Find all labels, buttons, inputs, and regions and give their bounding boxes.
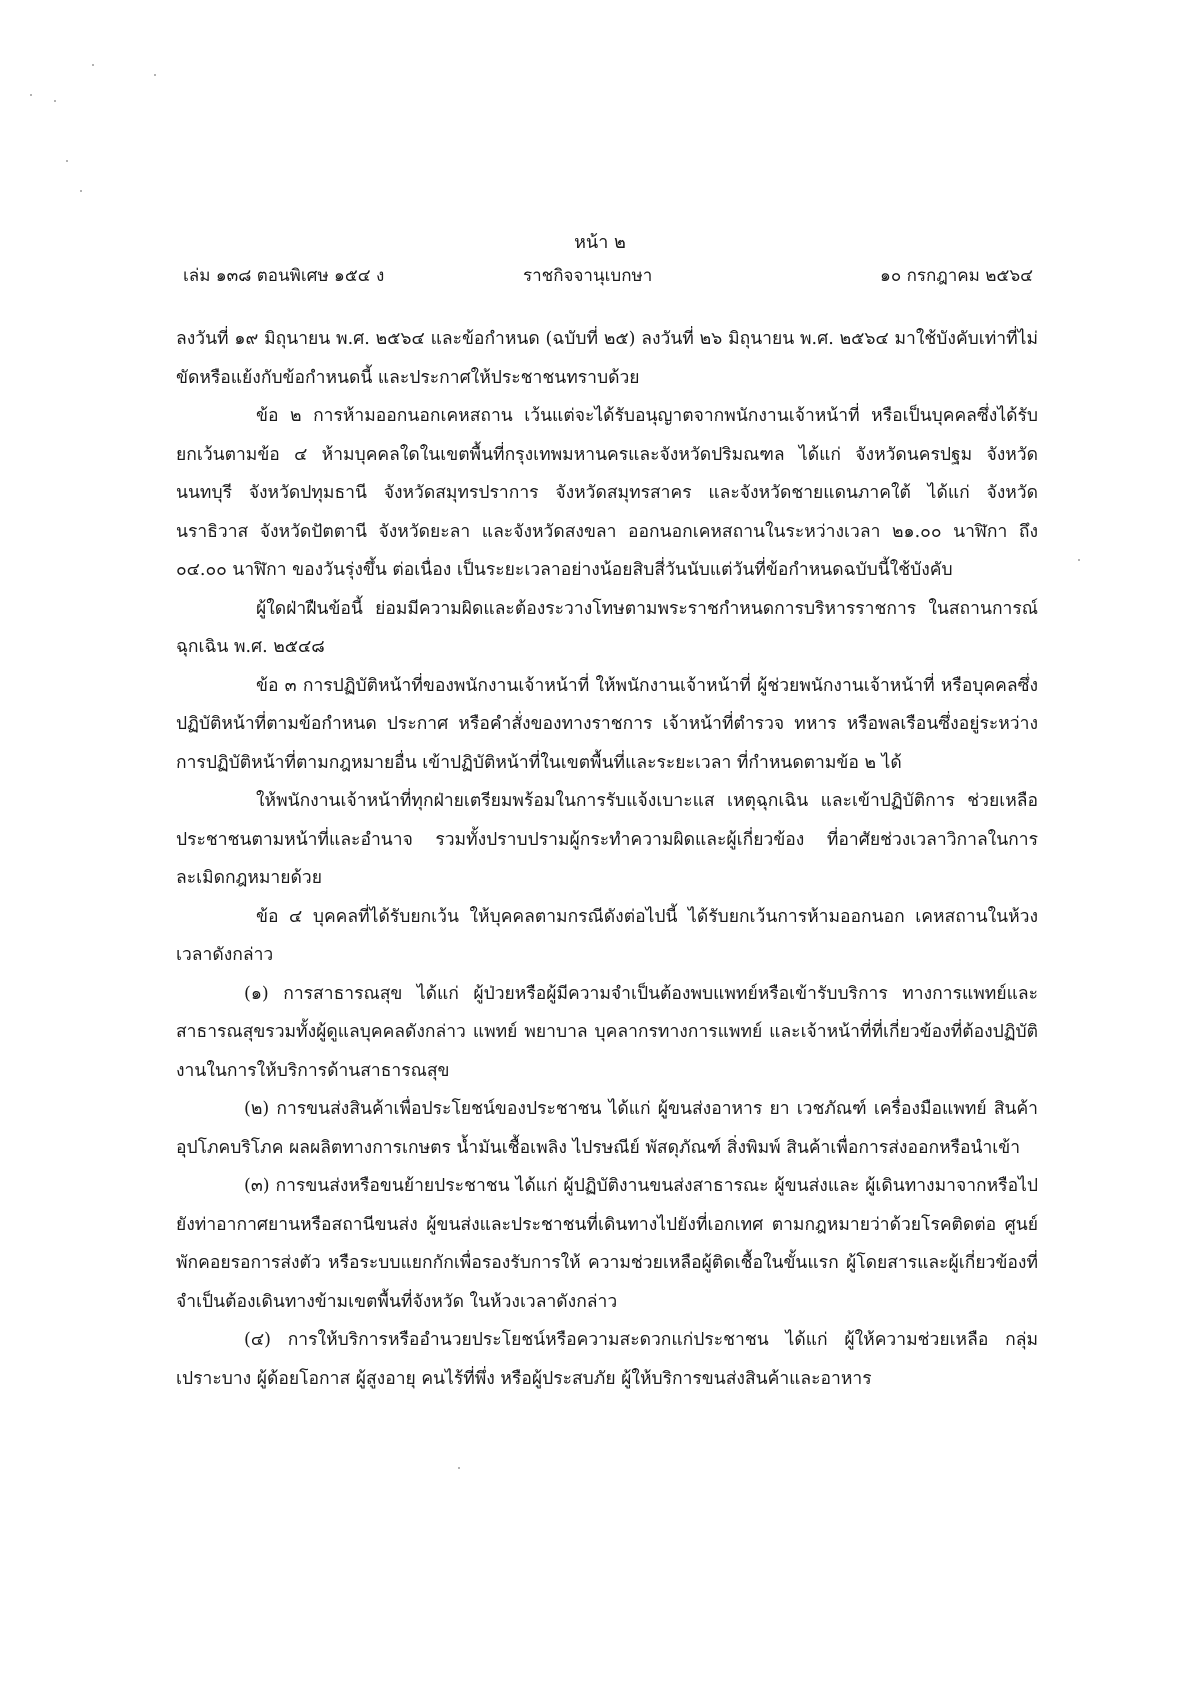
paragraph-continuation: ลงวันที่ ๑๙ มิถุนายน พ.ศ. ๒๕๖๔ และข้อกำหนด (ฉบับที่ ๒๕) ลงวันที่ ๒๖ มิถุนายน พ.ศ. ๒๕๖๔ มาใช้บังคับเท่าที่ไม่ขัดหรือแย้งกับข้อกำหนดนี้ และประกาศให้ประชาชนทราบด้วย	[176, 329, 1038, 388]
paragraph-item-2: (๒) การขนส่งสินค้าเพื่อประโยชน์ของประชาชน ได้แก่ ผู้ขนส่งอาหาร ยา เวชภัณฑ์ เครื่องมือแพทย์ สินค้าอุปโภคบริโภค ผลผลิตทางการเกษตร น้ำมันเชื้อเพลิง ไปรษณีย์ พัสดุภัณฑ์ สิ่งพิมพ์ สินค้าเพื่อการส่งออกหรือนำเข้า	[176, 1099, 1038, 1158]
paragraph-item-4: (๔) การให้บริการหรืออำนวยประโยชน์หรือความสะดวกแก่ประชาชน ได้แก่ ผู้ให้ความช่วยเหลือ กลุ่มเปราะบาง ผู้ด้อยโอกาส ผู้สูงอายุ คนไร้ที่พึ่ง หรือผู้ประสบภัย ผู้ให้บริการขนส่งสินค้าและอาหาร	[176, 1330, 1038, 1389]
page-number: หน้า ๒	[574, 232, 626, 253]
scan-speck	[1078, 559, 1080, 561]
scan-speck	[80, 190, 82, 192]
paragraph-officials-readiness: ให้พนักงานเจ้าหน้าที่ทุกฝ่ายเตรียมพร้อมในการรับแจ้งเบาะแส เหตุฉุกเฉิน และเข้าปฏิบัติการ ช่วยเหลือประชาชนตามหน้าที่และอำนาจ รวมทั้งปราบปรามผู้กระทำความผิดและผู้เกี่ยวข้อง ที่อาศัยช่วงเวลาวิกาลในการละเมิดกฎหมายด้วย	[176, 791, 1038, 888]
paragraph-clause-2: ข้อ ๒ การห้ามออกนอกเคหสถาน เว้นแต่จะได้รับอนุญาตจากพนักงานเจ้าหน้าที่ หรือเป็นบุคคลซึ่งได้รับยกเว้นตามข้อ ๔ ห้ามบุคคลใดในเขตพื้นที่กรุงเทพมหานครและจังหวัดปริมณฑล ได้แก่ จังหวัดนครปฐม จังหวัดนนทบุรี จังหวัดปทุมธานี จังหวัดสมุทรปราการ จังหวัดสมุทรสาคร และจังหวัดชายแดนภาคใต้ ได้แก่ จังหวัดนราธิวาส จังหวัดปัตตานี จังหวัดยะลา และจังหวัดสงขลา ออกนอกเคหสถานในระหว่างเวลา ๒๑.๐๐ นาฬิกา ถึง ๐๔.๐๐ นาฬิกา ของวันรุ่งขึ้น ต่อเนื่อง เป็นระยะเวลาอย่างน้อยสิบสี่วันนับแต่วันที่ข้อกำหนดฉบับนี้ใช้บังคับ	[176, 406, 1038, 580]
scan-speck	[154, 74, 156, 76]
scan-speck	[54, 100, 56, 102]
scan-speck	[30, 94, 32, 96]
paragraph-clause-3: ข้อ ๓ การปฏิบัติหน้าที่ของพนักงานเจ้าหน้าที่ ให้พนักงานเจ้าหน้าที่ ผู้ช่วยพนักงานเจ้าหน้าที่ หรือบุคคลซึ่งปฏิบัติหน้าที่ตามข้อกำหนด ประกาศ หรือคำสั่งของทางราชการ เจ้าหน้าที่ตำรวจ ทหาร หรือพลเรือนซึ่งอยู่ระหว่างการปฏิบัติหน้าที่ตามกฎหมายอื่น เข้าปฏิบัติหน้าที่ในเขตพื้นที่และระยะเวลา ที่กำหนดตามข้อ ๒ ได้	[176, 675, 1038, 773]
paragraph-item-1: (๑) การสาธารณสุข ได้แก่ ผู้ป่วยหรือผู้มีความจำเป็นต้องพบแพทย์หรือเข้ารับบริการ ทางการแพทย์และสาธารณสุขรวมทั้งผู้ดูแลบุคคลดังกล่าว แพทย์ พยาบาล บุคลากรทางการแพทย์ และเจ้าหน้าที่ที่เกี่ยวข้องที่ต้องปฏิบัติงานในการให้บริการด้านสาธารณสุข	[176, 983, 1038, 1081]
scan-speck	[66, 160, 68, 162]
volume-issue: เล่ม ๑๓๘ ตอนพิเศษ ๑๕๔ ง	[183, 266, 385, 286]
publication-date: ๑๐ กรกฎาคม ๒๕๖๔	[880, 266, 1033, 286]
paragraph-penalty: ผู้ใดฝ่าฝืนข้อนี้ ย่อมมีความผิดและต้องระวางโทษตามพระราชกำหนดการบริหารราชการ ในสถานการณ์ฉุกเฉิน พ.ศ. ๒๕๔๘	[176, 598, 1038, 657]
paragraph-item-3: (๓) การขนส่งหรือขนย้ายประชาชน ได้แก่ ผู้ปฏิบัติงานขนส่งสาธารณะ ผู้ขนส่งและ ผู้เดินทางมาจากหรือไปยังท่าอากาศยานหรือสถานีขนส่ง ผู้ขนส่งและประชาชนที่เดินทางไปยังที่เอกเทศ ตามกฎหมายว่าด้วยโรคติดต่อ ศูนย์พักคอยรอการส่งตัว หรือระบบแยกกักเพื่อรองรับการให้ ความช่วยเหลือผู้ติดเชื้อในขั้นแรก ผู้โดยสารและผู้เกี่ยวข้องที่จำเป็นต้องเดินทางข้ามเขตพื้นที่จังหวัด ในห้วงเวลาดังกล่าว	[176, 1176, 1038, 1312]
running-header	[183, 265, 1033, 289]
scan-speck	[92, 64, 94, 66]
document-body	[176, 320, 1038, 1398]
publication-title: ราชกิจจานุเบกษา	[523, 266, 653, 286]
paragraph-clause-4: ข้อ ๔ บุคคลที่ได้รับยกเว้น ให้บุคคลตามกรณีดังต่อไปนี้ ได้รับยกเว้นการห้ามออกนอก เคหสถานในห้วงเวลาดังกล่าว	[176, 906, 1038, 965]
scan-speck	[458, 1467, 460, 1469]
